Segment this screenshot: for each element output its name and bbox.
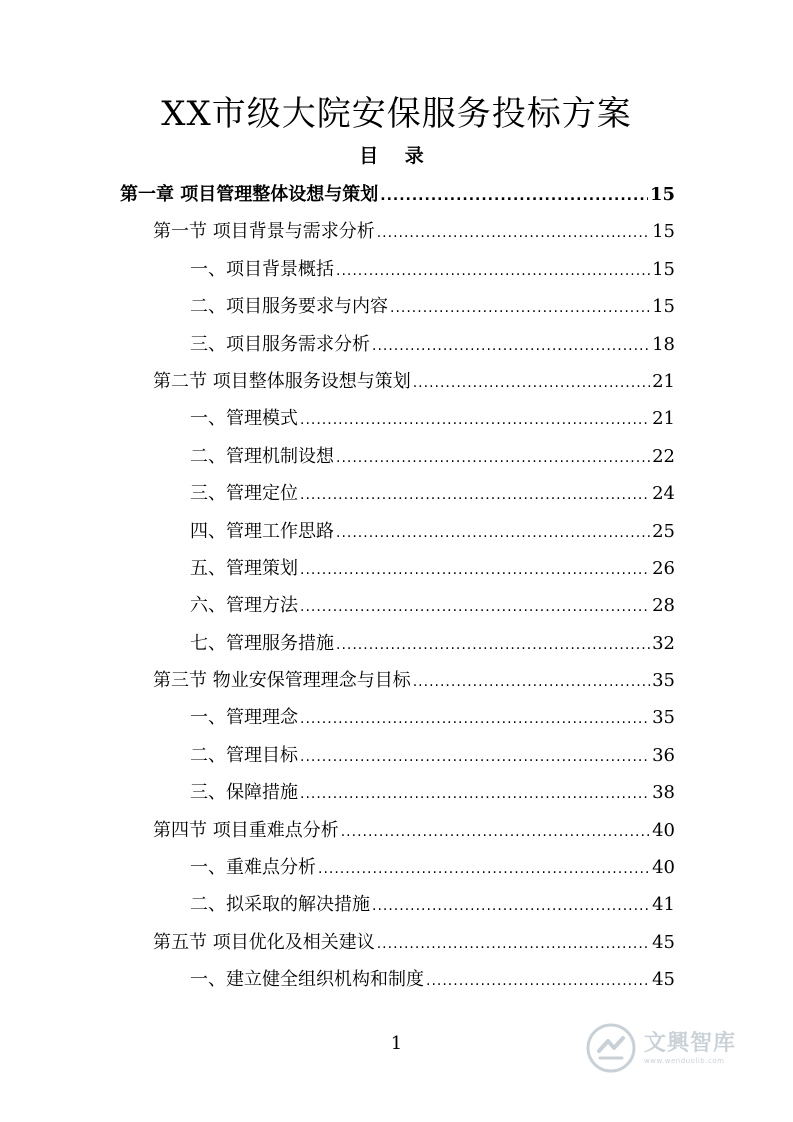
toc-entry[interactable]: [120, 924, 675, 961]
toc-entry-page: 15: [652, 296, 675, 318]
toc-entry-page: 22: [652, 445, 675, 467]
toc-entry-label: 第一章 项目管理整体设想与策划: [120, 184, 379, 205]
toc-entry-label: 第五节 项目优化及相关建议: [153, 931, 375, 953]
watermark-name: 文興智库: [644, 1031, 737, 1056]
toc-entry-label: 三、项目服务需求分析: [190, 333, 370, 355]
toc-leader-dots: [413, 664, 650, 701]
toc-entry-page: 15: [649, 184, 675, 205]
toc-entry[interactable]: [120, 400, 675, 437]
toc-entry-page: 24: [652, 483, 675, 505]
toc-entry-label: 第四节 项目重难点分析: [153, 819, 339, 841]
toc-entry-label: 四、管理工作思路: [190, 520, 334, 542]
toc-leader-dots: [300, 589, 650, 626]
toc-entry-page: 45: [652, 969, 675, 991]
toc-entry-label: 一、管理理念: [190, 707, 298, 729]
toc-entry-page: 15: [652, 221, 675, 243]
toc-entry-label: 五、管理策划: [190, 557, 298, 579]
toc-entry-page: 38: [652, 782, 675, 804]
toc-entry-label: 一、管理模式: [190, 408, 298, 430]
toc-entry[interactable]: [120, 774, 675, 811]
table-of-contents: [120, 176, 675, 999]
toc-entry-page: 35: [652, 707, 675, 729]
toc-leader-dots: [426, 963, 650, 1000]
toc-entry-page: 26: [652, 557, 675, 579]
toc-entry[interactable]: [120, 288, 675, 325]
toc-leader-dots: [377, 215, 650, 252]
toc-entry[interactable]: [120, 475, 675, 512]
toc-heading: 目 录: [359, 145, 434, 167]
toc-entry[interactable]: [120, 438, 675, 475]
toc-entry-page: 35: [652, 670, 675, 692]
toc-entry-label: 一、重难点分析: [190, 857, 316, 879]
toc-entry-label: 六、管理方法: [190, 595, 298, 617]
toc-entry[interactable]: [120, 213, 675, 250]
toc-entry-page: 21: [652, 370, 675, 392]
toc-entry-page: 45: [652, 931, 675, 953]
toc-entry-label: 二、管理机制设想: [190, 445, 334, 467]
toc-leader-dots: [318, 851, 650, 888]
toc-entry-label: 二、管理目标: [190, 744, 298, 766]
document-title: XX市级大院安保服务投标方案: [161, 94, 632, 134]
toc-leader-dots: [336, 253, 650, 290]
toc-entry-label: 三、保障措施: [190, 782, 298, 804]
toc-leader-dots: [413, 365, 650, 402]
toc-entry[interactable]: [120, 699, 675, 736]
toc-entry-page: 15: [652, 258, 675, 280]
toc-entry[interactable]: [120, 176, 675, 213]
toc-leader-dots: [300, 776, 650, 813]
watermark-logo-icon: [584, 1021, 638, 1075]
toc-entry-label: 第三节 物业安保管理理念与目标: [153, 670, 411, 692]
toc-leader-dots: [300, 552, 650, 589]
toc-entry[interactable]: [120, 886, 675, 923]
toc-entry[interactable]: [120, 662, 675, 699]
toc-entry[interactable]: [120, 326, 675, 363]
toc-entry[interactable]: [120, 363, 675, 400]
toc-leader-dots: [380, 178, 648, 215]
toc-entry[interactable]: [120, 251, 675, 288]
page-number: 1: [390, 1033, 403, 1054]
toc-entry-page: 21: [652, 408, 675, 430]
toc-leader-dots: [300, 701, 650, 738]
toc-leader-dots: [300, 739, 650, 776]
toc-entry-label: 二、拟采取的解决措施: [190, 894, 370, 916]
toc-entry-page: 41: [652, 894, 675, 916]
toc-entry[interactable]: [120, 812, 675, 849]
toc-entry-page: 32: [652, 632, 675, 654]
watermark-url: www.wenduolib.com: [644, 1057, 725, 1065]
toc-entry-label: 第二节 项目整体服务设想与策划: [153, 370, 411, 392]
toc-entry[interactable]: [120, 849, 675, 886]
toc-entry-page: 25: [652, 520, 675, 542]
toc-entry-label: 二、项目服务要求与内容: [190, 296, 388, 318]
toc-entry[interactable]: [120, 737, 675, 774]
toc-leader-dots: [372, 888, 650, 925]
toc-entry[interactable]: [120, 587, 675, 624]
toc-entry-label: 一、项目背景概括: [190, 258, 334, 280]
toc-entry[interactable]: [120, 961, 675, 998]
toc-entry-label: 第一节 项目背景与需求分析: [153, 221, 375, 243]
toc-entry-page: 28: [652, 595, 675, 617]
toc-leader-dots: [390, 290, 650, 327]
toc-leader-dots: [341, 814, 650, 851]
watermark: [584, 1018, 754, 1078]
toc-leader-dots: [372, 328, 650, 365]
toc-leader-dots: [336, 515, 650, 552]
toc-leader-dots: [336, 627, 650, 664]
toc-entry-page: 36: [652, 744, 675, 766]
toc-entry-label: 三、管理定位: [190, 483, 298, 505]
toc-entry[interactable]: [120, 550, 675, 587]
toc-leader-dots: [300, 477, 650, 514]
toc-leader-dots: [336, 440, 650, 477]
toc-entry-label: 一、建立健全组织机构和制度: [190, 969, 424, 991]
toc-leader-dots: [377, 926, 650, 963]
toc-entry-label: 七、管理服务措施: [190, 632, 334, 654]
toc-entry-page: 40: [652, 857, 675, 879]
toc-entry[interactable]: [120, 625, 675, 662]
toc-entry-page: 40: [652, 819, 675, 841]
toc-entry-page: 18: [652, 333, 675, 355]
toc-entry[interactable]: [120, 513, 675, 550]
toc-leader-dots: [300, 402, 650, 439]
